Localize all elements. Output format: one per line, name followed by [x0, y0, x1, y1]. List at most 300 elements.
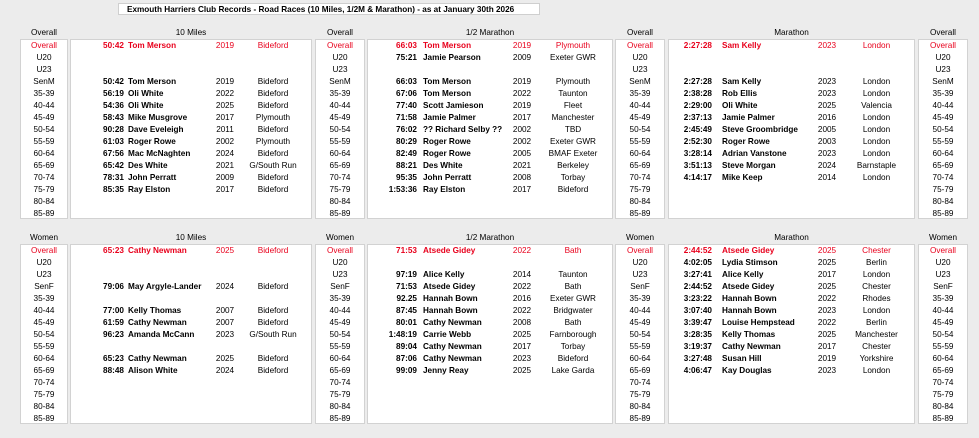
- record-athlete: [128, 401, 216, 412]
- record-athlete: [128, 341, 216, 352]
- table-row: [0, 148, 979, 159]
- category-label: U20: [935, 53, 951, 62]
- category-label: 55-59: [629, 137, 651, 146]
- record-venue: [534, 401, 612, 412]
- record-athlete: [128, 377, 216, 388]
- record-time: 77:40: [396, 101, 417, 110]
- record-time: 88:21: [396, 161, 417, 170]
- record-venue: [534, 208, 612, 219]
- category-label: SenM: [33, 77, 55, 86]
- record-year: [214, 401, 236, 412]
- record-time: 1:53:36: [388, 185, 417, 194]
- record-athlete: Oli White: [722, 101, 758, 110]
- record-time: [369, 401, 417, 412]
- category-label: Overall: [31, 41, 57, 50]
- record-venue: [236, 257, 310, 268]
- record-time: [369, 257, 417, 268]
- event-title: Marathon: [774, 28, 809, 37]
- record-time: 2:44:52: [683, 246, 712, 255]
- category-label: 80-84: [33, 402, 55, 411]
- record-venue: Plymouth: [255, 137, 291, 146]
- record-athlete: ?? Richard Selby ??: [423, 125, 503, 134]
- category-label: SenF: [933, 282, 953, 291]
- record-time: [369, 196, 417, 207]
- record-year: 2023: [817, 77, 837, 86]
- record-year: 2007: [215, 318, 235, 327]
- table-row: [0, 196, 979, 207]
- table-row: [0, 208, 979, 219]
- record-venue: [236, 269, 310, 280]
- page-title: Exmouth Harriers Club Records - Road Races (10 Miles, 1/2M & Marathon) - as at January 30th 2026: [118, 3, 540, 15]
- group-label: Overall: [327, 28, 353, 37]
- record-venue: Plymouth: [555, 77, 591, 86]
- category-label: 65-69: [629, 366, 651, 375]
- record-year: 2017: [215, 185, 235, 194]
- record-venue: Bideford: [557, 185, 589, 194]
- record-athlete: Alice Kelly: [423, 270, 465, 279]
- record-time: 3:27:48: [683, 354, 712, 363]
- record-athlete: [128, 389, 216, 400]
- record-athlete: Tom Merson: [423, 41, 472, 50]
- record-venue: Bideford: [257, 318, 289, 327]
- category-label: 75-79: [629, 390, 651, 399]
- record-athlete: [722, 389, 814, 400]
- record-time: 3:28:35: [683, 330, 712, 339]
- category-label: U23: [36, 270, 52, 279]
- category-label: 70-74: [932, 173, 954, 182]
- category-label: 45-49: [932, 318, 954, 327]
- record-venue: London: [862, 366, 891, 375]
- record-time: 71:58: [396, 113, 417, 122]
- record-athlete: Jamie Palmer: [722, 113, 775, 122]
- table-row: [0, 305, 979, 316]
- category-label: 45-49: [629, 318, 651, 327]
- record-year: 2017: [512, 113, 532, 122]
- category-label: Overall: [327, 41, 353, 50]
- record-time: 50:42: [103, 41, 124, 50]
- category-label: 40-44: [932, 101, 954, 110]
- record-athlete: Rob Ellis: [722, 89, 758, 98]
- record-year: [214, 52, 236, 63]
- record-time: [72, 257, 124, 268]
- record-venue: Exeter GWR: [550, 294, 596, 303]
- record-time: [72, 341, 124, 352]
- record-year: 2022: [512, 89, 532, 98]
- record-time: 2:27:28: [683, 77, 712, 86]
- record-athlete: Oli White: [128, 89, 164, 98]
- record-athlete: Kay Douglas: [722, 366, 772, 375]
- record-time: 4:06:47: [683, 366, 712, 375]
- table-row: [0, 172, 979, 183]
- record-time: 1:48:19: [388, 330, 417, 339]
- record-time: 82:49: [396, 149, 417, 158]
- record-time: 4:02:05: [683, 258, 712, 267]
- table-row: [0, 377, 979, 388]
- record-year: [813, 389, 841, 400]
- record-year: 2009: [215, 173, 235, 182]
- category-label: U20: [632, 53, 648, 62]
- category-label: 60-64: [629, 354, 651, 363]
- record-time: 75:21: [396, 53, 417, 62]
- record-year: 2019: [817, 354, 837, 363]
- record-year: 2025: [817, 258, 837, 267]
- category-label: 75-79: [932, 185, 954, 194]
- record-athlete: [722, 52, 814, 63]
- record-time: 87:06: [396, 354, 417, 363]
- record-venue: Bideford: [257, 354, 289, 363]
- category-label: 55-59: [932, 342, 954, 351]
- record-time: [670, 208, 712, 219]
- category-label: 35-39: [329, 89, 351, 98]
- record-venue: [840, 389, 913, 400]
- record-year: 2019: [215, 41, 235, 50]
- record-athlete: May Argyle-Lander: [128, 282, 202, 291]
- record-year: [510, 401, 534, 412]
- record-venue: [534, 196, 612, 207]
- record-venue: London: [862, 125, 891, 134]
- table-row: [0, 365, 979, 376]
- record-year: [214, 64, 236, 75]
- record-year: [214, 208, 236, 219]
- record-athlete: Cathy Newman: [423, 318, 482, 327]
- record-venue: Chester: [862, 282, 891, 291]
- record-time: 2:45:49: [683, 125, 712, 134]
- category-label: 80-84: [932, 402, 954, 411]
- category-label: U23: [332, 270, 348, 279]
- category-label: SenF: [34, 282, 54, 291]
- record-athlete: Adrian Vanstone: [722, 149, 787, 158]
- category-label: SenF: [330, 282, 350, 291]
- record-year: [813, 52, 841, 63]
- record-venue: Exeter GWR: [550, 53, 596, 62]
- category-label: 35-39: [629, 89, 651, 98]
- group-label: Overall: [930, 28, 956, 37]
- record-time: 99:09: [396, 366, 417, 375]
- record-venue: [840, 401, 913, 412]
- category-label: 80-84: [932, 197, 954, 206]
- record-venue: Bideford: [257, 282, 289, 291]
- record-venue: [534, 413, 612, 424]
- record-venue: [534, 377, 612, 388]
- record-year: 2014: [512, 270, 532, 279]
- category-label: 40-44: [932, 306, 954, 315]
- record-athlete: [128, 257, 216, 268]
- record-athlete: Cathy Newman: [128, 246, 187, 255]
- record-time: 50:42: [103, 77, 124, 86]
- record-athlete: Sam Kelly: [722, 41, 762, 50]
- record-athlete: Roger Rowe: [128, 137, 176, 146]
- record-venue: G/South Run: [249, 330, 297, 339]
- category-label: 85-89: [629, 209, 651, 218]
- record-year: [214, 196, 236, 207]
- record-athlete: [128, 269, 216, 280]
- record-venue: [534, 389, 612, 400]
- section-men: [0, 27, 979, 221]
- record-time: [72, 413, 124, 424]
- record-year: 2025: [817, 101, 837, 110]
- record-time: 90:28: [103, 125, 124, 134]
- category-label: 60-64: [329, 354, 351, 363]
- record-time: 76:02: [396, 125, 417, 134]
- record-time: 3:28:14: [683, 149, 712, 158]
- record-year: 2007: [215, 306, 235, 315]
- record-venue: G/South Run: [249, 161, 297, 170]
- record-time: [369, 64, 417, 75]
- record-venue: London: [862, 149, 891, 158]
- record-athlete: Jamie Palmer: [423, 113, 476, 122]
- record-time: 77:00: [103, 306, 124, 315]
- record-venue: Bath: [564, 282, 582, 291]
- record-venue: Bideford: [257, 173, 289, 182]
- table-row: [0, 269, 979, 280]
- record-year: 2022: [817, 318, 837, 327]
- section-header-row: [0, 232, 979, 243]
- record-year: 2023: [817, 366, 837, 375]
- record-athlete: [423, 257, 515, 268]
- record-venue: Torbay: [560, 342, 586, 351]
- record-venue: [236, 196, 310, 207]
- record-athlete: Oli White: [128, 101, 164, 110]
- record-year: 2025: [817, 282, 837, 291]
- record-athlete: Tom Merson: [423, 89, 472, 98]
- record-year: [510, 196, 534, 207]
- record-venue: [236, 52, 310, 63]
- record-year: 2019: [512, 41, 532, 50]
- table-row: [0, 88, 979, 99]
- record-time: 66:03: [396, 41, 417, 50]
- category-label: 80-84: [329, 402, 351, 411]
- record-athlete: Atsede Gidey: [423, 246, 476, 255]
- record-venue: Bridgwater: [553, 306, 593, 315]
- record-year: 2017: [512, 342, 532, 351]
- record-time: 2:52:30: [683, 137, 712, 146]
- category-label: 85-89: [932, 209, 954, 218]
- record-venue: [236, 377, 310, 388]
- record-year: 2002: [512, 125, 532, 134]
- category-label: 35-39: [33, 89, 55, 98]
- record-venue: [840, 377, 913, 388]
- record-time: [670, 196, 712, 207]
- category-label: 55-59: [932, 137, 954, 146]
- category-label: 45-49: [329, 113, 351, 122]
- record-year: [214, 377, 236, 388]
- record-athlete: Roger Rowe: [722, 137, 770, 146]
- record-time: 97:19: [396, 270, 417, 279]
- record-time: 85:35: [103, 185, 124, 194]
- record-athlete: Mac McNaghten: [128, 149, 191, 158]
- category-label: 70-74: [932, 378, 954, 387]
- category-label: 70-74: [629, 378, 651, 387]
- record-time: 88:48: [103, 366, 124, 375]
- record-venue: Barnstaple: [856, 161, 897, 170]
- record-venue: Bideford: [257, 185, 289, 194]
- record-venue: [534, 64, 612, 75]
- record-year: 2022: [512, 306, 532, 315]
- record-time: 66:03: [396, 77, 417, 86]
- record-athlete: [128, 196, 216, 207]
- category-label: 40-44: [33, 306, 55, 315]
- record-venue: Chester: [862, 342, 891, 351]
- record-time: 2:29:00: [683, 101, 712, 110]
- record-year: 2023: [817, 41, 837, 50]
- record-time: 3:23:22: [683, 294, 712, 303]
- category-label: U20: [332, 53, 348, 62]
- group-label: Women: [625, 233, 655, 242]
- record-venue: Bideford: [257, 125, 289, 134]
- record-athlete: Tom Merson: [128, 77, 177, 86]
- record-year: [510, 208, 534, 219]
- record-venue: [840, 64, 913, 75]
- record-time: [72, 52, 124, 63]
- record-year: 2019: [512, 101, 532, 110]
- table-row: [0, 257, 979, 268]
- record-time: 71:53: [396, 246, 417, 255]
- record-time: 67:56: [103, 149, 124, 158]
- record-venue: Valencia: [861, 101, 892, 110]
- record-time: [72, 196, 124, 207]
- record-venue: London: [862, 306, 891, 315]
- category-label: 45-49: [629, 113, 651, 122]
- record-time: 92.25: [396, 294, 417, 303]
- record-venue: Farnborough: [549, 330, 597, 339]
- record-time: 96:23: [103, 330, 124, 339]
- record-venue: [236, 389, 310, 400]
- record-venue: Bideford: [257, 41, 289, 50]
- record-venue: Berkeley: [557, 161, 589, 170]
- category-label: 60-64: [932, 354, 954, 363]
- category-label: U23: [36, 65, 52, 74]
- category-label: 60-64: [33, 149, 55, 158]
- event-title: 10 Miles: [175, 28, 207, 37]
- category-label: U23: [632, 65, 648, 74]
- category-label: 75-79: [33, 390, 55, 399]
- category-label: 50-54: [932, 330, 954, 339]
- record-athlete: Cathy Newman: [722, 342, 781, 351]
- table-row: [0, 353, 979, 364]
- record-time: 61:59: [103, 318, 124, 327]
- record-time: 67:06: [396, 89, 417, 98]
- table-row: [0, 401, 979, 412]
- record-athlete: [423, 208, 515, 219]
- category-label: 45-49: [932, 113, 954, 122]
- record-year: [510, 377, 534, 388]
- event-title: 10 Miles: [175, 233, 207, 242]
- category-label: 65-69: [329, 366, 351, 375]
- record-athlete: [722, 413, 814, 424]
- category-label: SenM: [329, 77, 351, 86]
- record-venue: London: [862, 41, 891, 50]
- category-label: 70-74: [629, 173, 651, 182]
- record-athlete: Alison White: [128, 366, 178, 375]
- record-year: [510, 257, 534, 268]
- record-year: 2024: [215, 149, 235, 158]
- record-athlete: Des White: [128, 161, 168, 170]
- record-year: 2025: [215, 246, 235, 255]
- record-year: [510, 389, 534, 400]
- group-label: Women: [928, 233, 958, 242]
- record-venue: Chester: [862, 246, 891, 255]
- table-row: [0, 76, 979, 87]
- category-label: 75-79: [932, 390, 954, 399]
- category-label: 35-39: [932, 89, 954, 98]
- record-year: 2021: [215, 161, 235, 170]
- group-label: Women: [325, 233, 355, 242]
- record-year: [813, 208, 841, 219]
- record-year: 2019: [512, 77, 532, 86]
- record-venue: [840, 184, 913, 195]
- record-venue: Bideford: [257, 149, 289, 158]
- category-label: 70-74: [33, 378, 55, 387]
- record-athlete: Tom Merson: [128, 41, 177, 50]
- record-year: 2008: [512, 318, 532, 327]
- record-venue: London: [862, 173, 891, 182]
- record-venue: Rhodes: [862, 294, 891, 303]
- record-time: [369, 208, 417, 219]
- record-venue: [236, 413, 310, 424]
- record-athlete: Des White: [423, 161, 463, 170]
- record-year: 2008: [512, 173, 532, 182]
- category-label: 60-64: [932, 149, 954, 158]
- category-label: 50-54: [329, 330, 351, 339]
- record-venue: Fleet: [563, 101, 583, 110]
- record-time: [670, 377, 712, 388]
- record-athlete: Steve Morgan: [722, 161, 776, 170]
- record-time: 2:44:52: [683, 282, 712, 291]
- record-year: [214, 257, 236, 268]
- record-year: 2024: [215, 366, 235, 375]
- record-year: 2017: [512, 185, 532, 194]
- record-time: 54:36: [103, 101, 124, 110]
- record-time: 65:23: [103, 246, 124, 255]
- record-athlete: Scott Jamieson: [423, 101, 484, 110]
- record-athlete: Susan Hill: [722, 354, 762, 363]
- record-time: 95:35: [396, 173, 417, 182]
- record-venue: Bideford: [257, 101, 289, 110]
- record-venue: London: [862, 89, 891, 98]
- record-time: [72, 389, 124, 400]
- table-row: [0, 341, 979, 352]
- record-year: 2025: [215, 354, 235, 363]
- category-label: U23: [632, 270, 648, 279]
- record-time: 79:06: [103, 282, 124, 291]
- record-year: 2022: [215, 89, 235, 98]
- record-athlete: Hannah Bown: [423, 306, 478, 315]
- table-row: [0, 112, 979, 123]
- record-athlete: John Perratt: [423, 173, 472, 182]
- record-venue: Taunton: [558, 270, 588, 279]
- record-venue: [236, 401, 310, 412]
- record-venue: Berlin: [866, 318, 887, 327]
- category-label: 55-59: [33, 137, 55, 146]
- group-label: Overall: [627, 28, 653, 37]
- record-athlete: Hannah Bown: [423, 294, 478, 303]
- category-label: U23: [935, 270, 951, 279]
- category-label: SenF: [630, 282, 650, 291]
- category-label: 75-79: [329, 390, 351, 399]
- table-row: [0, 293, 979, 304]
- record-athlete: Alice Kelly: [722, 270, 764, 279]
- record-time: [72, 64, 124, 75]
- category-label: 50-54: [33, 330, 55, 339]
- category-label: Overall: [627, 246, 653, 255]
- record-athlete: Cathy Newman: [128, 318, 187, 327]
- record-venue: Exeter GWR: [550, 137, 596, 146]
- record-athlete: Jenny Reay: [423, 366, 469, 375]
- category-label: 50-54: [33, 125, 55, 134]
- record-time: 71:53: [396, 282, 417, 291]
- category-label: U20: [332, 258, 348, 267]
- record-time: [670, 413, 712, 424]
